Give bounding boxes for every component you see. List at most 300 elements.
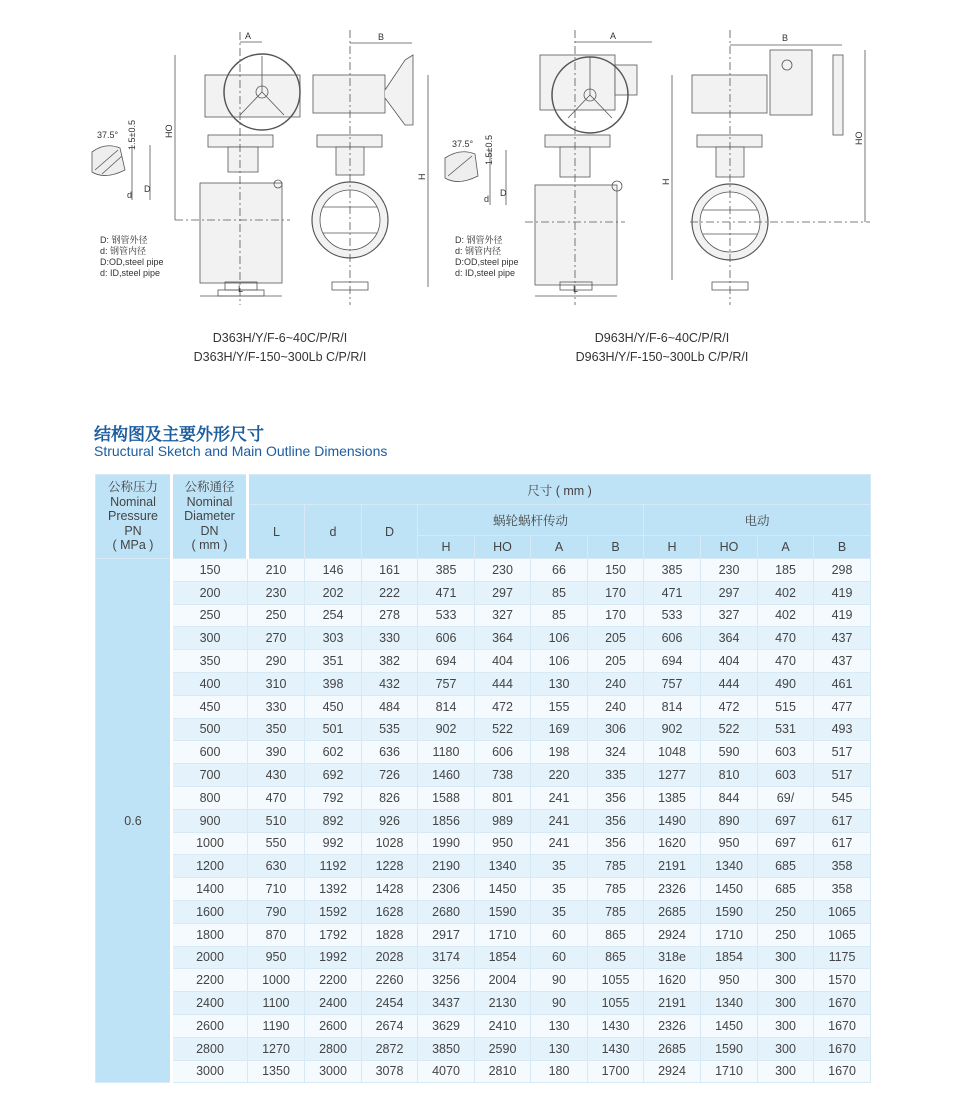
dimension-cell: 1430 bbox=[588, 1037, 644, 1060]
dimension-cell: 2872 bbox=[362, 1037, 418, 1060]
dimension-cell: 419 bbox=[814, 581, 871, 604]
header-dn-cn: 公称通径 bbox=[184, 480, 235, 495]
dimension-cell: 950 bbox=[248, 946, 305, 969]
dimension-cell: 437 bbox=[814, 627, 871, 650]
dimension-cell: 550 bbox=[248, 832, 305, 855]
dimension-cell: 694 bbox=[644, 650, 701, 673]
dimension-cell: 2200 bbox=[305, 969, 362, 992]
header-dn-abbr: DN bbox=[200, 523, 219, 538]
dimension-cell: 230 bbox=[701, 559, 758, 582]
dimension-cell: 2685 bbox=[644, 900, 701, 923]
dimension-cell: 390 bbox=[248, 741, 305, 764]
dimension-cell: 85 bbox=[531, 604, 588, 627]
table-row bbox=[96, 604, 871, 627]
dimension-cell: 472 bbox=[701, 695, 758, 718]
dimension-cell: 241 bbox=[531, 786, 588, 809]
dimension-cell: 1048 bbox=[644, 741, 701, 764]
dimension-cell: 757 bbox=[644, 672, 701, 695]
dimension-cell: 364 bbox=[701, 627, 758, 650]
dimension-cell: 1065 bbox=[814, 900, 871, 923]
table-row bbox=[96, 581, 871, 604]
dimension-cell: 531 bbox=[758, 718, 814, 741]
d-label: d bbox=[127, 190, 133, 200]
dimension-cell: 306 bbox=[588, 718, 644, 741]
table-row bbox=[96, 1014, 871, 1037]
dimension-cell: 1828 bbox=[362, 923, 418, 946]
dimension-cell: 1590 bbox=[475, 900, 531, 923]
dimension-cell: 335 bbox=[588, 764, 644, 787]
dimension-cell: 470 bbox=[758, 627, 814, 650]
bevel-detail bbox=[445, 135, 507, 205]
header-dimensions: 尺寸 ( mm ) bbox=[248, 475, 871, 505]
header-pn-cn: 公称压力 bbox=[107, 480, 158, 495]
dimension-cell: 814 bbox=[644, 695, 701, 718]
dimension-cell: 300 bbox=[758, 969, 814, 992]
table-row bbox=[96, 855, 871, 878]
dimension-cell: 890 bbox=[701, 809, 758, 832]
dimension-cell: 710 bbox=[248, 878, 305, 901]
pn-value: 0.6 bbox=[96, 559, 172, 1083]
dimension-cell: 606 bbox=[475, 741, 531, 764]
dimension-cell: 517 bbox=[814, 741, 871, 764]
dimension-cell: 1270 bbox=[248, 1037, 305, 1060]
header-pn-en1: Nominal bbox=[110, 494, 156, 509]
dimension-cell: 1670 bbox=[814, 1037, 871, 1060]
dimension-cell: 3174 bbox=[418, 946, 475, 969]
legend-id-cn: d: 钢管内径 bbox=[100, 246, 147, 256]
dimension-cell: 1992 bbox=[305, 946, 362, 969]
dimension-cell: 697 bbox=[758, 809, 814, 832]
dimension-cell: 1710 bbox=[701, 1060, 758, 1083]
dn-cell: 700 bbox=[172, 764, 248, 787]
dimension-cell: 602 bbox=[305, 741, 362, 764]
dimension-cell: 303 bbox=[305, 627, 362, 650]
dimension-cell: 785 bbox=[588, 878, 644, 901]
dimension-cell: 697 bbox=[758, 832, 814, 855]
dimension-cell: 1065 bbox=[814, 923, 871, 946]
dimension-cell: 60 bbox=[531, 923, 588, 946]
dimension-cell: 444 bbox=[701, 672, 758, 695]
dimension-cell: 364 bbox=[475, 627, 531, 650]
dimension-cell: 2590 bbox=[475, 1037, 531, 1060]
dimension-cell: 515 bbox=[758, 695, 814, 718]
dimension-cell: 130 bbox=[531, 672, 588, 695]
dimension-cell: 2326 bbox=[644, 1014, 701, 1037]
caption-right bbox=[542, 329, 782, 367]
tolerance-label: 1.5±0.5 bbox=[127, 120, 137, 150]
dimension-cell: 2810 bbox=[475, 1060, 531, 1083]
dimension-cell: 402 bbox=[758, 581, 814, 604]
dimension-cell: 161 bbox=[362, 559, 418, 582]
dimension-cell: 330 bbox=[362, 627, 418, 650]
dimension-cell: 1428 bbox=[362, 878, 418, 901]
dimension-cell: 1710 bbox=[475, 923, 531, 946]
dn-cell: 1600 bbox=[172, 900, 248, 923]
dimension-cell: 250 bbox=[758, 923, 814, 946]
dimension-cell: 1854 bbox=[701, 946, 758, 969]
legend-id-en: d: ID,steel pipe bbox=[455, 268, 516, 278]
dn-cell: 400 bbox=[172, 672, 248, 695]
dn-cell: 500 bbox=[172, 718, 248, 741]
dimension-cell: 356 bbox=[588, 809, 644, 832]
dimension-cell: 902 bbox=[418, 718, 475, 741]
header-pn bbox=[96, 475, 172, 559]
dimension-cell: 437 bbox=[814, 650, 871, 673]
caption-left-line2: D363H/Y/F-150~300Lb C/P/R/I bbox=[193, 350, 367, 364]
B-label: B bbox=[782, 33, 789, 43]
dimension-cell: 490 bbox=[758, 672, 814, 695]
dimension-cell: 517 bbox=[814, 764, 871, 787]
table-row bbox=[96, 992, 871, 1015]
dimension-cell: 2260 bbox=[362, 969, 418, 992]
dimension-cell: 106 bbox=[531, 627, 588, 650]
dimension-cell: 2191 bbox=[644, 855, 701, 878]
table-row bbox=[96, 900, 871, 923]
header-dn-en2: Diameter bbox=[184, 509, 235, 524]
dimension-cell: 1670 bbox=[814, 1014, 871, 1037]
dimension-cell: 694 bbox=[418, 650, 475, 673]
front-view bbox=[525, 30, 652, 305]
legend-od-en: D:OD,steel pipe bbox=[100, 257, 164, 267]
dimension-cell: 297 bbox=[475, 581, 531, 604]
header-dn-en1: Nominal bbox=[186, 494, 233, 509]
dimension-cell: 300 bbox=[758, 992, 814, 1015]
dimension-cell: 603 bbox=[758, 741, 814, 764]
table-row bbox=[96, 627, 871, 650]
table-row bbox=[96, 695, 871, 718]
dimension-cell: 230 bbox=[475, 559, 531, 582]
dimension-cell: 146 bbox=[305, 559, 362, 582]
header-worm-b: B bbox=[588, 536, 644, 559]
caption-left bbox=[160, 329, 400, 367]
table-row bbox=[96, 969, 871, 992]
angle-label: 37.5° bbox=[97, 130, 119, 140]
dimension-cell: 2680 bbox=[418, 900, 475, 923]
table-row bbox=[96, 923, 871, 946]
dn-cell: 3000 bbox=[172, 1060, 248, 1083]
d-label: d bbox=[484, 194, 490, 204]
dn-cell: 1400 bbox=[172, 878, 248, 901]
dimension-cell: 210 bbox=[248, 559, 305, 582]
dn-cell: 1000 bbox=[172, 832, 248, 855]
dimension-cell: 241 bbox=[531, 809, 588, 832]
table-row bbox=[96, 832, 871, 855]
dimension-cell: 785 bbox=[588, 900, 644, 923]
dimension-cell: 1592 bbox=[305, 900, 362, 923]
header-dn bbox=[172, 475, 248, 559]
header-worm-a: A bbox=[531, 536, 588, 559]
dimension-cell: 66 bbox=[531, 559, 588, 582]
HO-label: HO bbox=[854, 131, 864, 145]
dimension-cell: 60 bbox=[531, 946, 588, 969]
section-title-en: Structural Sketch and Main Outline Dimensions bbox=[94, 443, 388, 459]
dimension-cell: 450 bbox=[305, 695, 362, 718]
dn-cell: 200 bbox=[172, 581, 248, 604]
dimension-cell: 230 bbox=[248, 581, 305, 604]
dimension-cell: 385 bbox=[418, 559, 475, 582]
legend-right bbox=[455, 235, 519, 279]
dimension-cell: 35 bbox=[531, 855, 588, 878]
dimension-cell: 865 bbox=[588, 923, 644, 946]
dn-cell: 900 bbox=[172, 809, 248, 832]
dimension-cell: 90 bbox=[531, 992, 588, 1015]
dimension-cell: 356 bbox=[588, 832, 644, 855]
dimension-cell: 892 bbox=[305, 809, 362, 832]
dimension-cell: 1000 bbox=[248, 969, 305, 992]
dimension-cell: 636 bbox=[362, 741, 418, 764]
dn-cell: 2800 bbox=[172, 1037, 248, 1060]
dimension-cell: 432 bbox=[362, 672, 418, 695]
dimension-cell: 1340 bbox=[475, 855, 531, 878]
dimension-cell: 2924 bbox=[644, 923, 701, 946]
dimension-cell: 1670 bbox=[814, 1060, 871, 1083]
dimension-cell: 1620 bbox=[644, 832, 701, 855]
dn-cell: 2200 bbox=[172, 969, 248, 992]
dimension-cell: 1670 bbox=[814, 992, 871, 1015]
dimension-cell: 826 bbox=[362, 786, 418, 809]
table-row bbox=[96, 878, 871, 901]
table-row bbox=[96, 1037, 871, 1060]
dimension-cell: 2400 bbox=[305, 992, 362, 1015]
dimension-cell: 318e bbox=[644, 946, 701, 969]
dimensions-table bbox=[95, 474, 871, 1083]
legend-od-cn: D: 钢管外径 bbox=[100, 235, 148, 245]
dimension-cell: 205 bbox=[588, 650, 644, 673]
header-D: D bbox=[362, 505, 418, 559]
dimension-cell: 398 bbox=[305, 672, 362, 695]
dimension-cell: 1590 bbox=[701, 1037, 758, 1060]
dimension-cell: 356 bbox=[588, 786, 644, 809]
dimension-cell: 926 bbox=[362, 809, 418, 832]
dimension-cell: 1450 bbox=[701, 878, 758, 901]
dimension-cell: 685 bbox=[758, 878, 814, 901]
dimension-cell: 180 bbox=[531, 1060, 588, 1083]
dimension-cell: 989 bbox=[475, 809, 531, 832]
caption-right-line1: D963H/Y/F-6~40C/P/R/I bbox=[594, 331, 730, 345]
dimension-cell: 250 bbox=[758, 900, 814, 923]
header-pn-en2: Pressure bbox=[107, 509, 159, 524]
dimension-cell: 298 bbox=[814, 559, 871, 582]
dimension-cell: 444 bbox=[475, 672, 531, 695]
dimension-cell: 310 bbox=[248, 672, 305, 695]
section-title-cn: 结构图及主要外形尺寸 bbox=[94, 425, 264, 444]
dimension-cell: 992 bbox=[305, 832, 362, 855]
legend-id-cn: d: 钢管内径 bbox=[455, 246, 502, 256]
dn-cell: 300 bbox=[172, 627, 248, 650]
dimension-cell: 470 bbox=[248, 786, 305, 809]
dimension-cell: 106 bbox=[531, 650, 588, 673]
dimension-cell: 533 bbox=[418, 604, 475, 627]
dimension-cell: 493 bbox=[814, 718, 871, 741]
dimension-cell: 241 bbox=[531, 832, 588, 855]
dimension-cell: 3629 bbox=[418, 1014, 475, 1037]
dimension-cell: 1340 bbox=[701, 992, 758, 1015]
dimension-cell: 327 bbox=[475, 604, 531, 627]
dimension-cell: 2454 bbox=[362, 992, 418, 1015]
dn-cell: 800 bbox=[172, 786, 248, 809]
dimension-cell: 300 bbox=[758, 1037, 814, 1060]
dimension-cell: 2600 bbox=[305, 1014, 362, 1037]
dn-cell: 600 bbox=[172, 741, 248, 764]
dimension-cell: 35 bbox=[531, 900, 588, 923]
dimension-cell: 1450 bbox=[701, 1014, 758, 1037]
legend-id-en: d: ID,steel pipe bbox=[100, 268, 161, 278]
legend-od-cn: D: 钢管外径 bbox=[455, 235, 503, 245]
dimension-cell: 1028 bbox=[362, 832, 418, 855]
dimension-cell: 222 bbox=[362, 581, 418, 604]
dimension-cell: 1792 bbox=[305, 923, 362, 946]
dimension-cell: 169 bbox=[531, 718, 588, 741]
dn-cell: 2400 bbox=[172, 992, 248, 1015]
dimension-cell: 1854 bbox=[475, 946, 531, 969]
dimension-cell: 2917 bbox=[418, 923, 475, 946]
dimension-cell: 1392 bbox=[305, 878, 362, 901]
dimension-cell: 1190 bbox=[248, 1014, 305, 1037]
dimension-cell: 4070 bbox=[418, 1060, 475, 1083]
dimension-cell: 472 bbox=[475, 695, 531, 718]
angle-label: 37.5° bbox=[452, 139, 474, 149]
dimension-cell: 278 bbox=[362, 604, 418, 627]
dimension-cell: 2191 bbox=[644, 992, 701, 1015]
dimension-cell: 1570 bbox=[814, 969, 871, 992]
dimension-cell: 327 bbox=[701, 604, 758, 627]
dimension-cell: 1620 bbox=[644, 969, 701, 992]
dimension-cell: 792 bbox=[305, 786, 362, 809]
dimension-cell: 1340 bbox=[701, 855, 758, 878]
dn-cell: 250 bbox=[172, 604, 248, 627]
dimension-cell: 2190 bbox=[418, 855, 475, 878]
dimension-cell: 220 bbox=[531, 764, 588, 787]
dimension-cell: 1590 bbox=[701, 900, 758, 923]
dimension-cell: 522 bbox=[475, 718, 531, 741]
dimension-cell: 1450 bbox=[475, 878, 531, 901]
dimension-cell: 1385 bbox=[644, 786, 701, 809]
dimension-cell: 545 bbox=[814, 786, 871, 809]
header-electric-a: A bbox=[758, 536, 814, 559]
dn-cell: 450 bbox=[172, 695, 248, 718]
front-view bbox=[164, 31, 300, 305]
dimension-cell: 902 bbox=[644, 718, 701, 741]
dimension-cell: 757 bbox=[418, 672, 475, 695]
caption-left-line1: D363H/Y/F-6~40C/P/R/I bbox=[212, 331, 348, 345]
H-label: H bbox=[417, 173, 427, 180]
bevel-detail bbox=[92, 120, 151, 200]
dimension-cell: 1277 bbox=[644, 764, 701, 787]
table-row bbox=[96, 650, 871, 673]
dimension-cell: 3437 bbox=[418, 992, 475, 1015]
dimension-cell: 2685 bbox=[644, 1037, 701, 1060]
A-label: A bbox=[610, 31, 617, 41]
dn-cell: 1800 bbox=[172, 923, 248, 946]
dimension-cell: 2004 bbox=[475, 969, 531, 992]
dimension-cell: 170 bbox=[588, 604, 644, 627]
dimension-cell: 501 bbox=[305, 718, 362, 741]
dimension-cell: 617 bbox=[814, 832, 871, 855]
dimension-cell: 692 bbox=[305, 764, 362, 787]
header-electric-h: H bbox=[644, 536, 701, 559]
dimension-cell: 270 bbox=[248, 627, 305, 650]
dn-cell: 1200 bbox=[172, 855, 248, 878]
dimension-cell: 1490 bbox=[644, 809, 701, 832]
dimension-cell: 630 bbox=[248, 855, 305, 878]
dimension-cell: 1588 bbox=[418, 786, 475, 809]
dimension-cell: 510 bbox=[248, 809, 305, 832]
dimension-cell: 470 bbox=[758, 650, 814, 673]
header-d: d bbox=[305, 505, 362, 559]
L-label: L bbox=[573, 284, 579, 294]
header-pn-unit: ( MPa ) bbox=[112, 538, 154, 553]
dimension-cell: 2674 bbox=[362, 1014, 418, 1037]
dimension-cell: 150 bbox=[588, 559, 644, 582]
dimension-cell: 1628 bbox=[362, 900, 418, 923]
dn-cell: 2600 bbox=[172, 1014, 248, 1037]
table-row bbox=[96, 672, 871, 695]
dimension-cell: 471 bbox=[644, 581, 701, 604]
dimension-cell: 810 bbox=[701, 764, 758, 787]
A-label: A bbox=[245, 31, 252, 41]
table-row bbox=[96, 786, 871, 809]
header-electric: 电动 bbox=[644, 505, 871, 536]
dimension-cell: 2924 bbox=[644, 1060, 701, 1083]
table-row bbox=[96, 764, 871, 787]
dimension-cell: 726 bbox=[362, 764, 418, 787]
dimension-cell: 290 bbox=[248, 650, 305, 673]
B-label: B bbox=[378, 32, 385, 42]
dimension-cell: 950 bbox=[701, 969, 758, 992]
dimension-cell: 1700 bbox=[588, 1060, 644, 1083]
D-label: D bbox=[500, 188, 507, 198]
dimension-cell: 1228 bbox=[362, 855, 418, 878]
legend-left bbox=[100, 235, 164, 279]
dimension-cell: 1055 bbox=[588, 992, 644, 1015]
dimension-cell: 2326 bbox=[644, 878, 701, 901]
dimension-cell: 90 bbox=[531, 969, 588, 992]
dimension-cell: 1856 bbox=[418, 809, 475, 832]
table-row bbox=[96, 559, 871, 582]
header-worm-h: H bbox=[418, 536, 475, 559]
D-label: D bbox=[144, 184, 151, 194]
dimension-cell: 865 bbox=[588, 946, 644, 969]
dimension-cell: 324 bbox=[588, 741, 644, 764]
header-electric-ho: HO bbox=[701, 536, 758, 559]
dimension-cell: 2410 bbox=[475, 1014, 531, 1037]
dimension-cell: 430 bbox=[248, 764, 305, 787]
dimension-cell: 351 bbox=[305, 650, 362, 673]
dimension-cell: 522 bbox=[701, 718, 758, 741]
dimension-cell: 3850 bbox=[418, 1037, 475, 1060]
dimension-cell: 130 bbox=[531, 1037, 588, 1060]
dn-cell: 350 bbox=[172, 650, 248, 673]
dimension-cell: 2028 bbox=[362, 946, 418, 969]
dimension-cell: 950 bbox=[701, 832, 758, 855]
dimension-cell: 170 bbox=[588, 581, 644, 604]
dimension-cell: 535 bbox=[362, 718, 418, 741]
dimension-cell: 205 bbox=[588, 627, 644, 650]
dimension-cell: 382 bbox=[362, 650, 418, 673]
dimension-cell: 471 bbox=[418, 581, 475, 604]
dimension-cell: 533 bbox=[644, 604, 701, 627]
dn-cell: 150 bbox=[172, 559, 248, 582]
dimension-cell: 790 bbox=[248, 900, 305, 923]
header-worm-ho: HO bbox=[475, 536, 531, 559]
H-label: H bbox=[661, 178, 671, 185]
header-pn-abbr: PN bbox=[124, 523, 142, 538]
dimension-cell: 606 bbox=[418, 627, 475, 650]
dimension-cell: 250 bbox=[248, 604, 305, 627]
dimension-cell: 603 bbox=[758, 764, 814, 787]
dimension-cell: 85 bbox=[531, 581, 588, 604]
dimension-cell: 1460 bbox=[418, 764, 475, 787]
